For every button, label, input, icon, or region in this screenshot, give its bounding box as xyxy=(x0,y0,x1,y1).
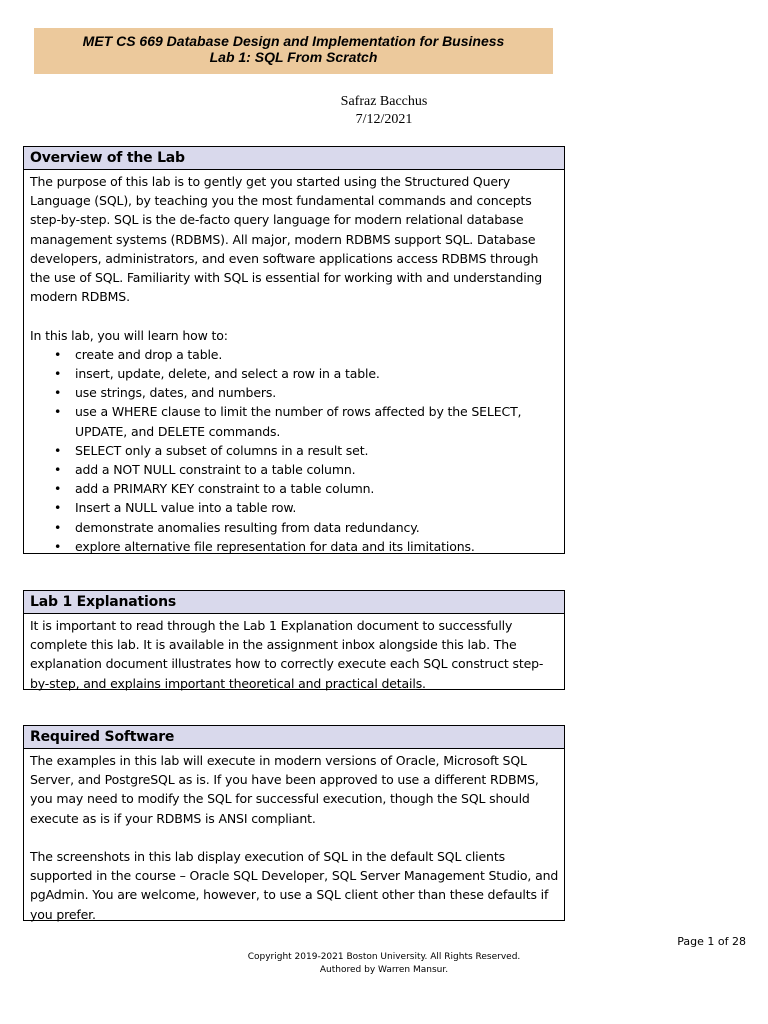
author-date: 7/12/2021 xyxy=(355,112,413,127)
overview-section-title: Overview of the Lab xyxy=(24,147,564,170)
overview-intro: In this lab, you will learn how to: xyxy=(30,327,228,343)
software-section-body xyxy=(24,749,564,926)
software-section-title: Required Software xyxy=(24,726,564,749)
explanations-section xyxy=(23,590,565,690)
list-item: • Insert a NULL value into a table row. xyxy=(30,498,560,517)
list-item: • explore alternative file representation for data and its limitations. xyxy=(30,537,560,556)
explanations-section-body xyxy=(24,614,564,695)
software-paragraph-1: The examples in this lab will execute in modern versions of Oracle, Microsoft SQL Server, and PostgreSQL as is. If you have been approved to use a different RDBMS, you may need to modify the SQL for successful execution, though the SQL should execute as is if your RDBMS is ANSI compliant. xyxy=(30,753,539,826)
author-block xyxy=(284,93,484,129)
list-item: • create and drop a table. xyxy=(30,345,560,364)
software-section xyxy=(23,725,565,921)
overview-section-body xyxy=(24,170,564,558)
explanations-section-title: Lab 1 Explanations xyxy=(24,591,564,614)
course-title: MET CS 669 Database Design and Implementation for Business xyxy=(82,33,505,49)
author-credit: Authored by Warren Mansur. xyxy=(319,965,449,975)
document-header-banner xyxy=(34,28,553,74)
software-paragraph-2: The screenshots in this lab display execution of SQL in the default SQL clients supported in the course – Oracle SQL Developer, SQL Server Management Studio, and pgAdmin. You are welcome, however, to use a SQL client other than these defaults if you prefer. xyxy=(30,849,559,922)
list-item: • insert, update, delete, and select a row in a table. xyxy=(30,364,560,383)
list-item: • use strings, dates, and numbers. xyxy=(30,383,560,402)
list-item: • SELECT only a subset of columns in a result set. xyxy=(30,441,560,460)
list-item: • use a WHERE clause to limit the number of rows affected by the SELECT, UPDATE, and DELETE commands. xyxy=(30,402,560,440)
list-item: • add a PRIMARY KEY constraint to a table column. xyxy=(30,479,560,498)
objectives-list xyxy=(30,345,560,556)
overview-paragraph: The purpose of this lab is to gently get you started using the Structured Query Language (SQL), by teaching you the most fundamental commands and concepts step-by-step. SQL is the de-facto query language for modern relational database management systems (RDBMS). All major, modern RDBMS support SQL. Database developers, administrators, and even software applications access RDBMS through the use of SQL. Familiarity with SQL is essential for working with and understanding modern RDBMS. xyxy=(30,174,543,305)
explanations-paragraph: It is important to read through the Lab 1 Explanation document to successfully complete this lab. It is available in the assignment inbox alongside this lab. The explanation document illustrates how to correctly execute each SQL construct step-by-step, and explains important theoretical and practical details. xyxy=(30,618,544,691)
lab-title: Lab 1: SQL From Scratch xyxy=(209,49,378,65)
page-footer xyxy=(200,951,568,977)
copyright-notice: Copyright 2019-2021 Boston University. All Rights Reserved. xyxy=(247,952,521,962)
overview-section xyxy=(23,146,565,554)
list-item: • add a NOT NULL constraint to a table column. xyxy=(30,460,560,479)
page-number: Page 1 of 28 xyxy=(677,935,746,948)
list-item: • demonstrate anomalies resulting from data redundancy. xyxy=(30,518,560,537)
author-name: Safraz Bacchus xyxy=(340,94,428,109)
